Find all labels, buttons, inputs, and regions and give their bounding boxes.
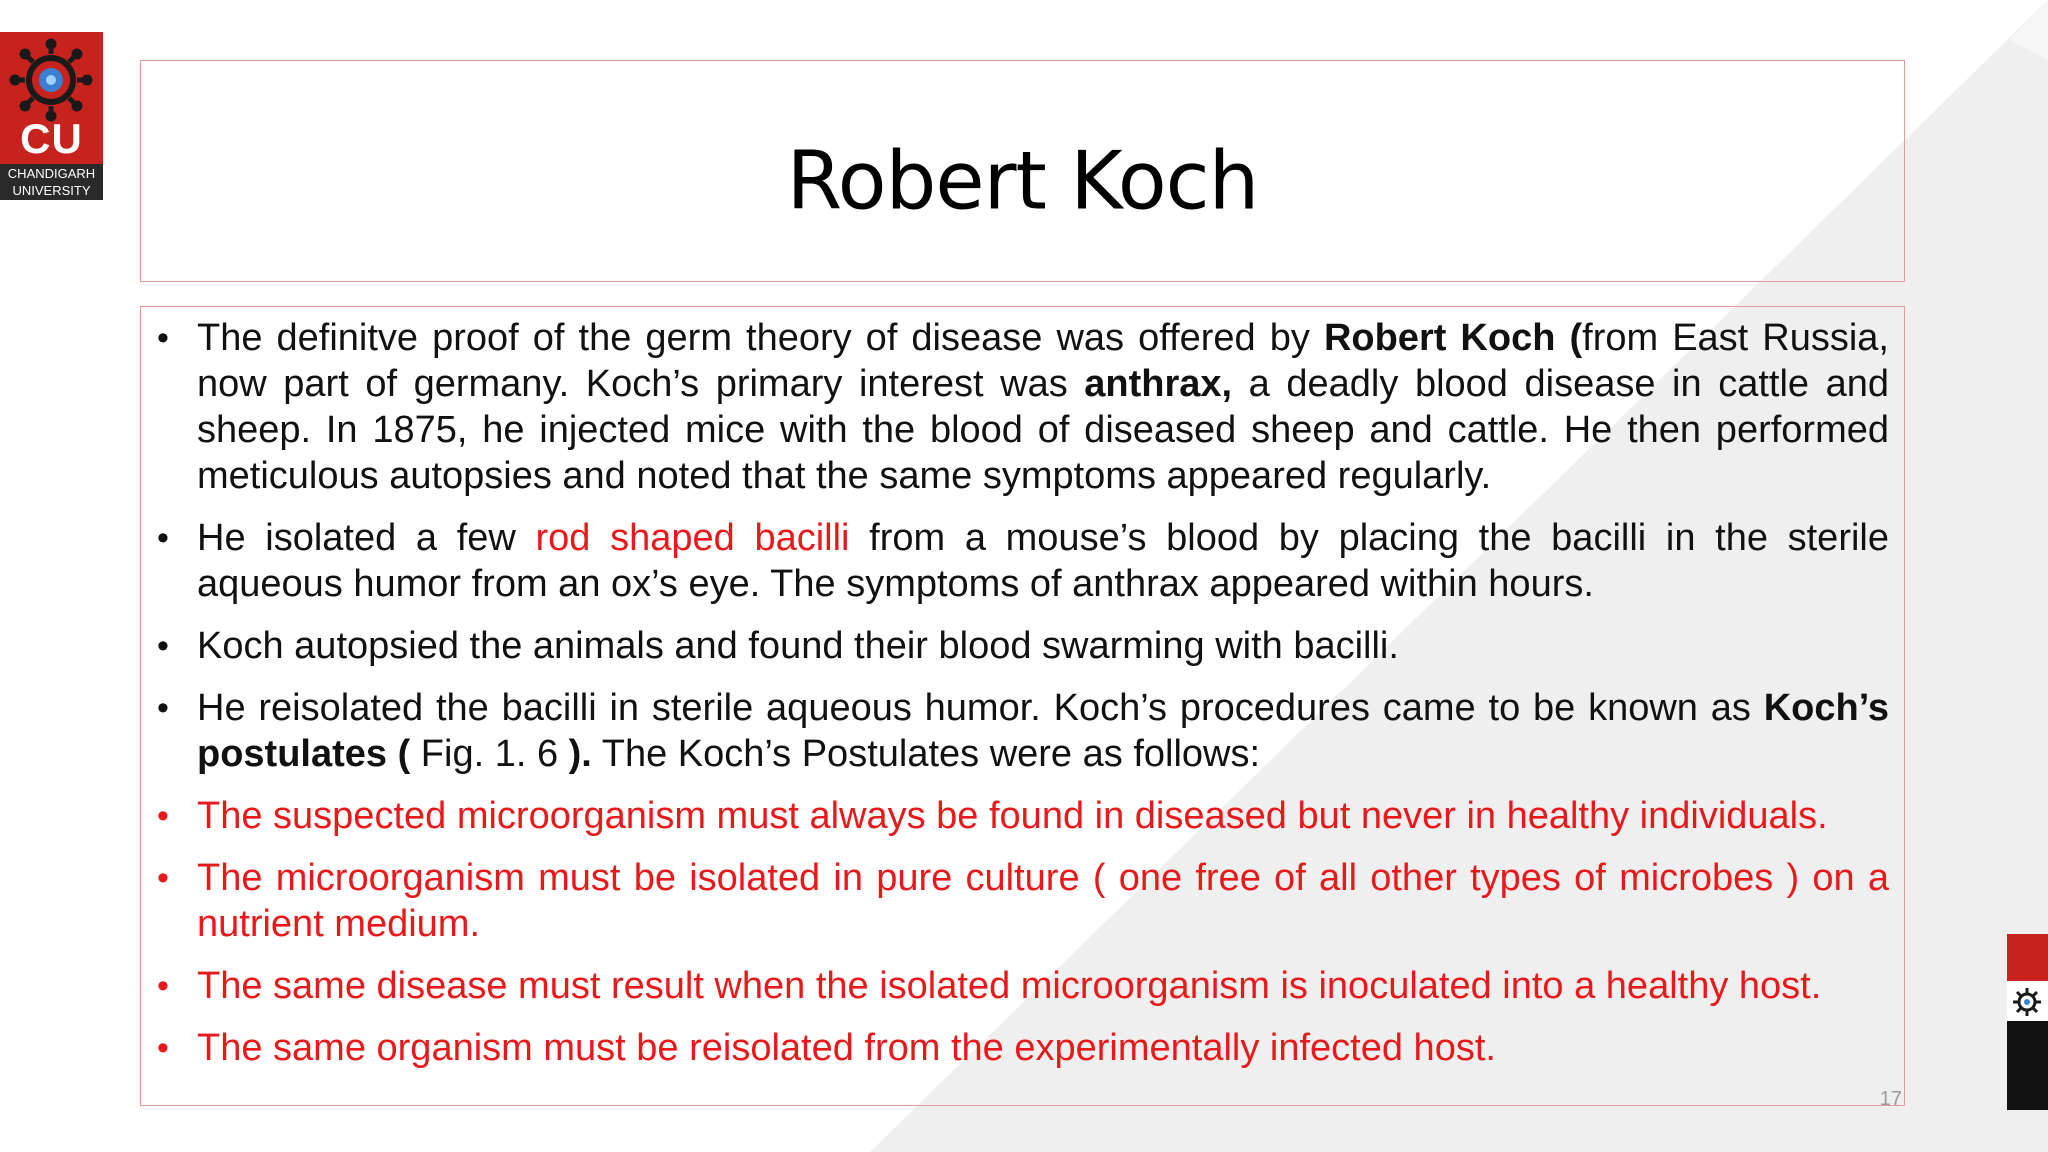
logo-emblem-icon bbox=[0, 32, 103, 122]
bullet-item bbox=[157, 685, 1889, 777]
bullet-bold-text: Robert Koch ( bbox=[1323, 317, 1583, 359]
bullet-text: from a mouse’s blood by placing the bacilli in the sterile aqueous humor from an ox’s eye. The symptoms of anthrax appeared within hours. bbox=[197, 517, 1889, 605]
bullet-list bbox=[157, 315, 1889, 1087]
postulate-item bbox=[157, 963, 1889, 1009]
bullet-text: a deadly blood disease in cattle and sheep. In 1875, he injected mice with the blood of diseased sheep and cattle. He then performed meticulous autopsies and noted that the same symptoms appeared regularly. bbox=[197, 363, 1889, 497]
postulate-item bbox=[157, 855, 1889, 947]
content-frame bbox=[140, 306, 1905, 1106]
bullet-text: from East Russia, now part of germany. Koch’s primary interest was bbox=[197, 317, 1889, 405]
logo-line-2: UNIVERSITY bbox=[12, 183, 91, 198]
bullet-text: Fig. 1. 6 bbox=[410, 733, 569, 775]
bullet-item bbox=[157, 315, 1889, 499]
bullet-text: Koch autopsied the animals and found their blood swarming with bacilli. bbox=[197, 625, 1399, 667]
postulate-text: The same disease must result when the isolated microorganism is inoculated into a healthy host. bbox=[197, 965, 1822, 1007]
logo-line-1: CHANDIGARH bbox=[7, 166, 96, 181]
emblem-gear-icon bbox=[2011, 986, 2043, 1018]
bullet-text: He isolated a few bbox=[197, 517, 536, 559]
postulate-text: The microorganism must be isolated in pure culture ( one free of all other types of microbes ) on a nutrient medium. bbox=[197, 857, 1889, 945]
bullet-item bbox=[157, 623, 1889, 669]
side-tab-red-block bbox=[2007, 934, 2048, 981]
side-tab-dark-block bbox=[2007, 1021, 2048, 1110]
slide-title: Robert Koch bbox=[786, 134, 1259, 228]
bullet-bold-text: anthrax, bbox=[1084, 363, 1233, 405]
title-frame bbox=[140, 60, 1905, 282]
chandigarh-university-logo bbox=[0, 32, 103, 200]
bullet-text: He reisolated the bacilli in sterile aqueous humor. Koch’s procedures came to be known as bbox=[197, 687, 1764, 729]
bullet-bold-text: ). bbox=[568, 733, 592, 775]
bullet-text: The definitve proof of the germ theory of disease was offered by bbox=[197, 317, 1324, 359]
side-brand-tab bbox=[2007, 934, 2048, 1110]
page-number: 17 bbox=[1879, 1088, 1902, 1110]
bullet-highlight-text: rod shaped bacilli bbox=[535, 517, 850, 559]
bullet-item bbox=[157, 515, 1889, 607]
logo-university-name bbox=[0, 164, 103, 200]
postulate-item bbox=[157, 793, 1889, 839]
bullet-text: The Koch’s Postulates were as follows: bbox=[591, 733, 1261, 775]
bullet-bold-text: Koch’s postulates ( bbox=[197, 687, 1889, 775]
postulate-text: The same organism must be reisolated from the experimentally infected host. bbox=[197, 1027, 1496, 1069]
logo-abbrev: CU bbox=[20, 115, 83, 162]
postulate-item bbox=[157, 1025, 1889, 1071]
postulate-text: The suspected microorganism must always be found in diseased but never in healthy individuals. bbox=[197, 795, 1828, 837]
